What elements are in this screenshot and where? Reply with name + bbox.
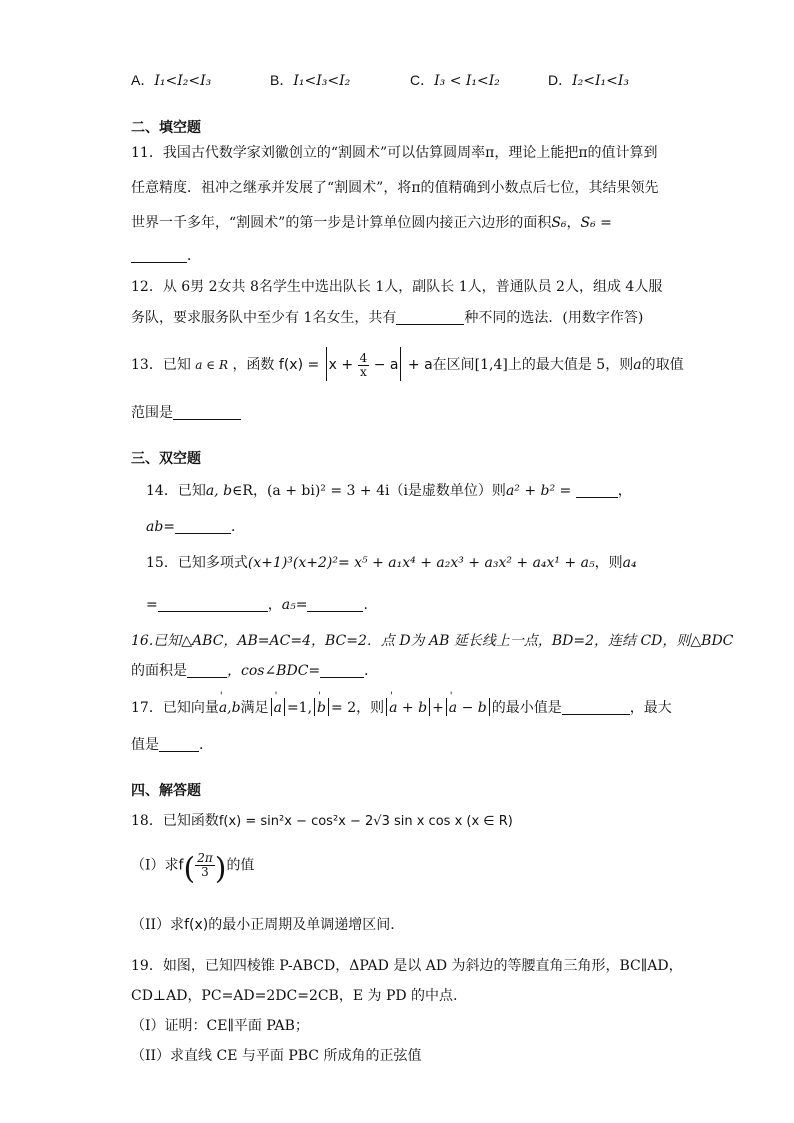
mcq-option-d bbox=[548, 70, 629, 90]
q15-answer-blank-2[interactable] bbox=[307, 597, 363, 612]
q18-func: f(x) = sin²x − cos²x − 2√3 sin x cos x (x ∈ R) bbox=[218, 814, 513, 829]
q17-plus: + bbox=[432, 700, 444, 716]
a-in-r: a ∈ R bbox=[195, 358, 228, 372]
q12-line-2 bbox=[131, 307, 643, 327]
q17-l2: 值是 bbox=[131, 737, 159, 753]
option-letter: D． bbox=[548, 72, 573, 88]
abs-bar bbox=[386, 698, 387, 716]
fraction-denominator: 3 bbox=[201, 865, 209, 879]
q11-line-3-text: 世界一千多年，“割圆术”的第一步是计算单位圆内接正六边形的面积 bbox=[131, 215, 552, 231]
q17-l2end: ． bbox=[199, 737, 213, 753]
q11-line-2: 任意精度．祖冲之继承并发展了“割圆术”，将π的值精确到小数点后七位，其结果领先 bbox=[131, 180, 659, 196]
q17-line-2 bbox=[131, 734, 213, 754]
q14-line-2 bbox=[146, 516, 245, 536]
q14-answer-blank-2[interactable] bbox=[175, 519, 231, 534]
q13-answer-blank[interactable] bbox=[173, 405, 241, 420]
q15-a5: a₅ bbox=[281, 597, 296, 613]
q18-line-1 bbox=[131, 810, 513, 830]
q13-a: a bbox=[633, 357, 642, 373]
mcq-option-b bbox=[270, 70, 350, 90]
q18-p2b: 的最小正周期及单调递增区间. bbox=[208, 917, 395, 933]
q17-eq2: = 2 bbox=[331, 700, 357, 716]
option-text: I₃ < I₁<I₂ bbox=[434, 73, 500, 89]
abs-bar-left bbox=[326, 347, 327, 381]
q11-line-1: 11．我国古代数学家刘徽创立的“割圆术”可以估算圆周率π，理论上能把π的值计算到 bbox=[131, 145, 658, 161]
section-heading-double: 三、双空题 bbox=[131, 451, 201, 467]
q14-l1b: ∈R，(a + bi)² = 3 + 4i（i是虚数单位）则 bbox=[232, 483, 506, 499]
q17-line-1 bbox=[131, 697, 672, 717]
paren-right: ) bbox=[214, 851, 227, 887]
mcq-option-c bbox=[410, 70, 500, 90]
q13-line-1 bbox=[131, 347, 684, 381]
q11-line-4 bbox=[131, 245, 201, 265]
fraction-denominator: x bbox=[360, 364, 367, 379]
abs-bar-right bbox=[400, 347, 401, 381]
q19-line-2: CD⊥AD，PC=AD=2DC=2CB，E 为 PD 的中点. bbox=[131, 988, 458, 1004]
q17-pre: 17．已知向量 bbox=[131, 700, 219, 716]
q12-answer-blank[interactable] bbox=[396, 310, 464, 325]
q18-l1a: 18．已知函数 bbox=[131, 813, 219, 829]
q12-line-2a: 务队，要求服务队中至少有 1名女生，共有 bbox=[131, 310, 397, 326]
q13-mid: ，函数 bbox=[232, 357, 275, 373]
q14-line-1 bbox=[146, 480, 632, 500]
option-letter: C． bbox=[410, 72, 435, 88]
option-text: I₂<I₁<I₃ bbox=[572, 73, 630, 89]
q17-ab: ' a,b bbox=[219, 700, 241, 716]
q18-p2a: （II）求 bbox=[131, 917, 185, 933]
q13-pre: 13．已知 bbox=[131, 357, 191, 373]
q19-part-2: （II）求直线 CE 与平面 PBC 所成角的正弦值 bbox=[131, 1048, 422, 1064]
abs-bar bbox=[271, 698, 272, 716]
q13-x-plus: x + bbox=[328, 357, 354, 373]
section-heading-fill: 二、填空题 bbox=[131, 120, 201, 136]
q13-post: 在区间[1,4]上的最大值是 5，则 bbox=[432, 357, 634, 373]
q11-end: ． bbox=[187, 248, 201, 264]
q15-line-2 bbox=[146, 594, 368, 614]
q15-a4: a₄ bbox=[622, 555, 637, 571]
abs-bar bbox=[328, 698, 329, 716]
fraction-numerator: 2π bbox=[197, 851, 213, 865]
paren-left: ( bbox=[183, 851, 196, 887]
q17-cond1: ' a bbox=[274, 700, 282, 716]
q17-answer-blank-1[interactable] bbox=[562, 700, 630, 715]
q16-answer-blank-1[interactable] bbox=[187, 663, 227, 678]
q15-l1b: ，则 bbox=[594, 555, 623, 571]
q19-part-1: （I）证明：CE∥平面 PAB； bbox=[131, 1018, 309, 1034]
q14-l1end: ， bbox=[617, 483, 632, 499]
q11-answer-blank[interactable] bbox=[131, 248, 187, 263]
q13-fraction bbox=[358, 352, 370, 379]
q14-l1a: 14．已知 bbox=[146, 483, 206, 499]
q15-end: . bbox=[363, 597, 368, 613]
q13-minus-a: − a bbox=[373, 357, 399, 373]
option-letter: B． bbox=[270, 72, 294, 88]
abs-bar bbox=[284, 698, 285, 716]
q15-line-1 bbox=[146, 552, 637, 572]
abs-bar bbox=[489, 698, 490, 716]
fraction-numerator: 4 bbox=[359, 350, 368, 365]
q13-post2: 的取值 bbox=[641, 357, 684, 373]
s6-symbol: S₆ bbox=[551, 215, 567, 231]
q15-answer-blank-1[interactable] bbox=[158, 597, 268, 612]
q17-then: ，则 bbox=[356, 700, 385, 716]
q18-part-1 bbox=[131, 852, 254, 885]
option-text: I₁<I₃<I₂ bbox=[293, 73, 351, 89]
q17-answer-blank-2[interactable] bbox=[159, 737, 199, 752]
q17-e1: ' a + b bbox=[389, 700, 427, 716]
q16-line-2 bbox=[131, 660, 378, 680]
q14-expr: a² + b² = bbox=[505, 483, 572, 499]
q13-plus-a: + a bbox=[407, 357, 433, 373]
q14-answer-blank-1[interactable] bbox=[576, 483, 618, 498]
q18-fraction bbox=[195, 852, 215, 879]
q17-e2: ' a − b bbox=[449, 700, 487, 716]
q16-line-1: 16.已知△ABC，AB=AC=4，BC=2．点 D为 AB 延长线上一点，BD=2，连结 CD，则△BDC bbox=[131, 633, 734, 649]
section-heading-answer: 四、解答题 bbox=[131, 783, 201, 799]
q16-answer-blank-2[interactable] bbox=[320, 663, 364, 678]
q18-p1a: （I）求 bbox=[131, 857, 179, 874]
mcq-option-a bbox=[131, 70, 211, 90]
q17-mid: 满足 bbox=[240, 700, 269, 716]
abs-bar bbox=[429, 698, 430, 716]
q16-l2a: 的面积是 bbox=[131, 663, 187, 679]
s6-equals: S₆ = bbox=[580, 215, 612, 231]
q12-line-1: 12．从 6男 2女共 8名学生中选出队长 1人，副队长 1人，普通队员 2人，组成 4人服 bbox=[131, 279, 663, 295]
q15-poly: (x+1)³(x+2)²= x⁵ + a₁x⁴ + a₂x³ + a₃x² + a₄x¹ + a₅ bbox=[247, 555, 595, 571]
q12-line-2b: 种不同的选法．(用数字作答) bbox=[464, 310, 644, 326]
option-text: I₁<I₂<I₃ bbox=[154, 73, 212, 89]
q15-sep: ， bbox=[267, 597, 282, 613]
q18-p2f: f(x) bbox=[184, 917, 209, 933]
q14-vars: a, b bbox=[205, 483, 233, 499]
q19-line-1: 19．如图，已知四棱锥 P-ABCD，ΔPAD 是以 AD 为斜边的等腰直角三角形，BC∥AD， bbox=[131, 958, 683, 974]
abs-bar bbox=[314, 698, 315, 716]
q13-line-2 bbox=[131, 402, 241, 422]
q18-part-2 bbox=[131, 914, 395, 934]
q17-post: 的最小值是 bbox=[491, 700, 562, 716]
abs-bar bbox=[446, 698, 447, 716]
q15-eq2: = bbox=[295, 597, 308, 613]
q13-fx: f(x) = bbox=[278, 357, 320, 373]
q16-l2end: ． bbox=[364, 663, 379, 679]
q17-cond2: ' b bbox=[317, 700, 326, 716]
option-letter: A． bbox=[131, 72, 155, 88]
q15-l1a: 15．已知多项式 bbox=[146, 555, 248, 571]
q14-ab: ab= bbox=[146, 519, 176, 535]
q11-line-3 bbox=[131, 212, 612, 232]
q18-p1f: f bbox=[178, 857, 184, 874]
q18-p1b: 的值 bbox=[226, 857, 255, 874]
q13-line-2-text: 范围是 bbox=[131, 405, 173, 421]
q16-l2b: ，cos∠BDC= bbox=[227, 663, 321, 679]
q11-sep: ， bbox=[566, 215, 581, 231]
q15-eq: = bbox=[146, 597, 158, 613]
q17-eq1: =1, bbox=[286, 700, 313, 716]
q14-l2end: ． bbox=[231, 519, 246, 535]
q17-post2: ，最大 bbox=[629, 700, 672, 716]
